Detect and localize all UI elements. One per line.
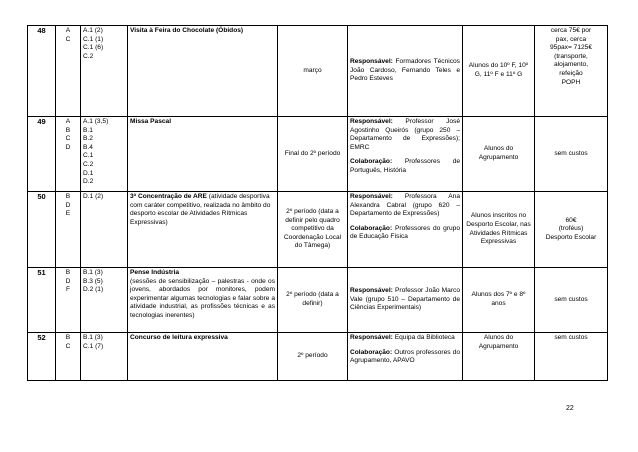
letter: D (65, 143, 71, 151)
letter: B (65, 193, 71, 200)
letter: A (65, 118, 71, 125)
letter: D (65, 277, 71, 285)
activity-number: 49 (28, 117, 56, 192)
action-code: C.1 (1) (83, 35, 104, 43)
cost-line: 60€ (565, 216, 577, 224)
activities-table (27, 25, 608, 381)
activity-title: Missa Pascal (128, 117, 278, 192)
letter: D (65, 201, 71, 209)
action-codes (81, 192, 128, 268)
responsible-label: Responsável: (350, 287, 393, 295)
cost-line: cerca 75€ por (550, 27, 592, 34)
action-code: D.1 (83, 169, 94, 177)
action-code: B.1 (3) (83, 269, 103, 276)
letter: B (65, 334, 71, 341)
collaboration-text: Professores de Português, História (350, 158, 460, 174)
objective-letters (56, 26, 81, 117)
responsible-cell (348, 192, 463, 268)
action-code: B.1 (3) (83, 334, 103, 341)
cost-line: alojamento, (553, 61, 589, 69)
activity-title-cell (128, 192, 278, 268)
collaboration-label: Colaboração: (350, 224, 393, 232)
activity-description: (sessões de sensibilização – palestras - onde os jovens, abordados por monitores, podem experimentar algumas tecnologias e falar sobre a atividade industrial, as profissões técnicas e as tecnologias inerentes) (130, 277, 275, 319)
letter: C (65, 342, 71, 350)
activity-description: (atividade desportiva com caráter competitivo, realizada no âmbito do desporto escolar de Atividades Rítmicas Expressivas) (130, 193, 271, 226)
action-code: D.1 (2) (83, 193, 104, 200)
action-code: B.1 (83, 126, 93, 134)
responsible-cell (348, 26, 463, 117)
action-codes (81, 26, 128, 117)
activity-date: março (278, 26, 348, 117)
table-row (28, 192, 608, 268)
objective-letters (56, 192, 81, 268)
activity-date: 2º período (data a definir) (278, 268, 348, 333)
cost-line: sem custos (554, 149, 588, 157)
collaboration-label: Colaboração: (350, 158, 393, 166)
activity-date: 2º período (278, 333, 348, 381)
responsible-cell (348, 268, 463, 333)
responsible-label: Responsável: (350, 58, 393, 66)
cost-line: (troféus) (558, 225, 584, 233)
target-public: Alunos dos 7º e 8º anos (463, 268, 535, 333)
objective-letters (56, 268, 81, 333)
activity-number: 52 (28, 333, 56, 381)
action-code: D.2 (1) (83, 286, 104, 294)
activity-title: 3ª Concentração de ARE (130, 193, 207, 200)
letter: C (65, 135, 71, 143)
responsible-text: Professora Ana Alexandra Cabral (grupo 620 – Departamento de Expressões) (350, 193, 460, 218)
cost-line: sem custos (554, 334, 588, 341)
action-code: A.1 (3,5) (83, 118, 109, 125)
cost-line: POPH (561, 78, 581, 86)
objective-letters (56, 333, 81, 381)
action-code: C.1 (7) (83, 342, 104, 350)
table-row (28, 26, 608, 117)
action-codes (81, 117, 128, 192)
responsible-text: Formadores Técnicos João Cardoso, Fernando Teles e Pedro Esteves (350, 58, 460, 83)
responsible-text: Professor João Marco Vale (grupo 510 – Departamento de Ciências Experimentais) (350, 287, 460, 312)
activity-title: Pense Indústria (130, 269, 180, 276)
activity-number: 48 (28, 26, 56, 117)
responsible-label: Responsável: (350, 193, 393, 200)
target-public: Alunos do Agrupamento (463, 117, 535, 192)
responsible-label: Responsável: (350, 118, 393, 125)
activity-date: Final do 2º período (278, 117, 348, 192)
action-code: B.2 (83, 135, 93, 143)
cost-line: (transporte, (554, 52, 588, 60)
target-public: Alunos do Agrupamento (463, 333, 535, 381)
action-code: A.1 (2) (83, 27, 103, 34)
cost-line: refeição (559, 69, 583, 77)
cost-line: Desporto Escolar (545, 233, 597, 241)
cost-cell (535, 26, 608, 117)
responsible-cell (348, 333, 463, 381)
action-codes (81, 333, 128, 381)
letter: F (65, 286, 71, 294)
letter: A (65, 27, 71, 34)
activity-title-cell (128, 268, 278, 333)
cost-line: sem custos (554, 295, 588, 303)
cost-line: pax, cerca (555, 35, 587, 43)
action-code: C.2 (83, 52, 94, 60)
activity-title: Concurso de leitura expressiva (128, 333, 278, 381)
collaboration-text: Professores do grupo de Educação Física (350, 224, 460, 241)
cost-cell (535, 192, 608, 268)
activity-number: 51 (28, 268, 56, 333)
page-number: 22 (566, 405, 574, 412)
cost-cell (535, 333, 608, 381)
activity-date: 2º período (data a definir pelo quadro competitivo da Coordenação Local do Tâmega) (278, 192, 348, 268)
table-row (28, 333, 608, 381)
action-code: B.3 (5) (83, 277, 103, 285)
cost-cell (535, 117, 608, 192)
table-row (28, 117, 608, 192)
activity-number: 50 (28, 192, 56, 268)
letter: B (65, 126, 71, 134)
action-code: C.2 (83, 160, 94, 168)
action-code: C.1 (6) (83, 44, 104, 52)
collaboration-text: Outros professores do Agrupamento, APAVO (350, 348, 460, 365)
activity-title: Visita à Feira do Chocolate (Óbidos) (128, 26, 278, 117)
target-public: Alunos do 10º F, 10º G, 11º F e 11º G (463, 26, 535, 117)
responsible-label: Responsável: (350, 334, 393, 341)
letter: C (65, 35, 71, 43)
letter: B (65, 269, 71, 276)
action-codes (81, 268, 128, 333)
responsible-text: Equipa da Biblioteca (394, 334, 455, 341)
action-code: C.1 (83, 152, 94, 160)
table-row (28, 268, 608, 333)
collaboration-label: Colaboração: (350, 348, 393, 356)
target-public: Alunos inscritos no Desporto Escolar, nas Atividades Rítmicas Expressivas (463, 192, 535, 268)
action-code: B.4 (83, 143, 93, 151)
cost-line: 95pax= 7125€ (550, 44, 592, 52)
letter: E (65, 210, 71, 218)
responsible-cell (348, 117, 463, 192)
objective-letters (56, 117, 81, 192)
cost-cell (535, 268, 608, 333)
responsible-text: Professor José Agostinho Queirós (grupo 250 – Departamento de Expressões); EMRC (350, 118, 460, 151)
action-code: D.2 (83, 178, 94, 186)
